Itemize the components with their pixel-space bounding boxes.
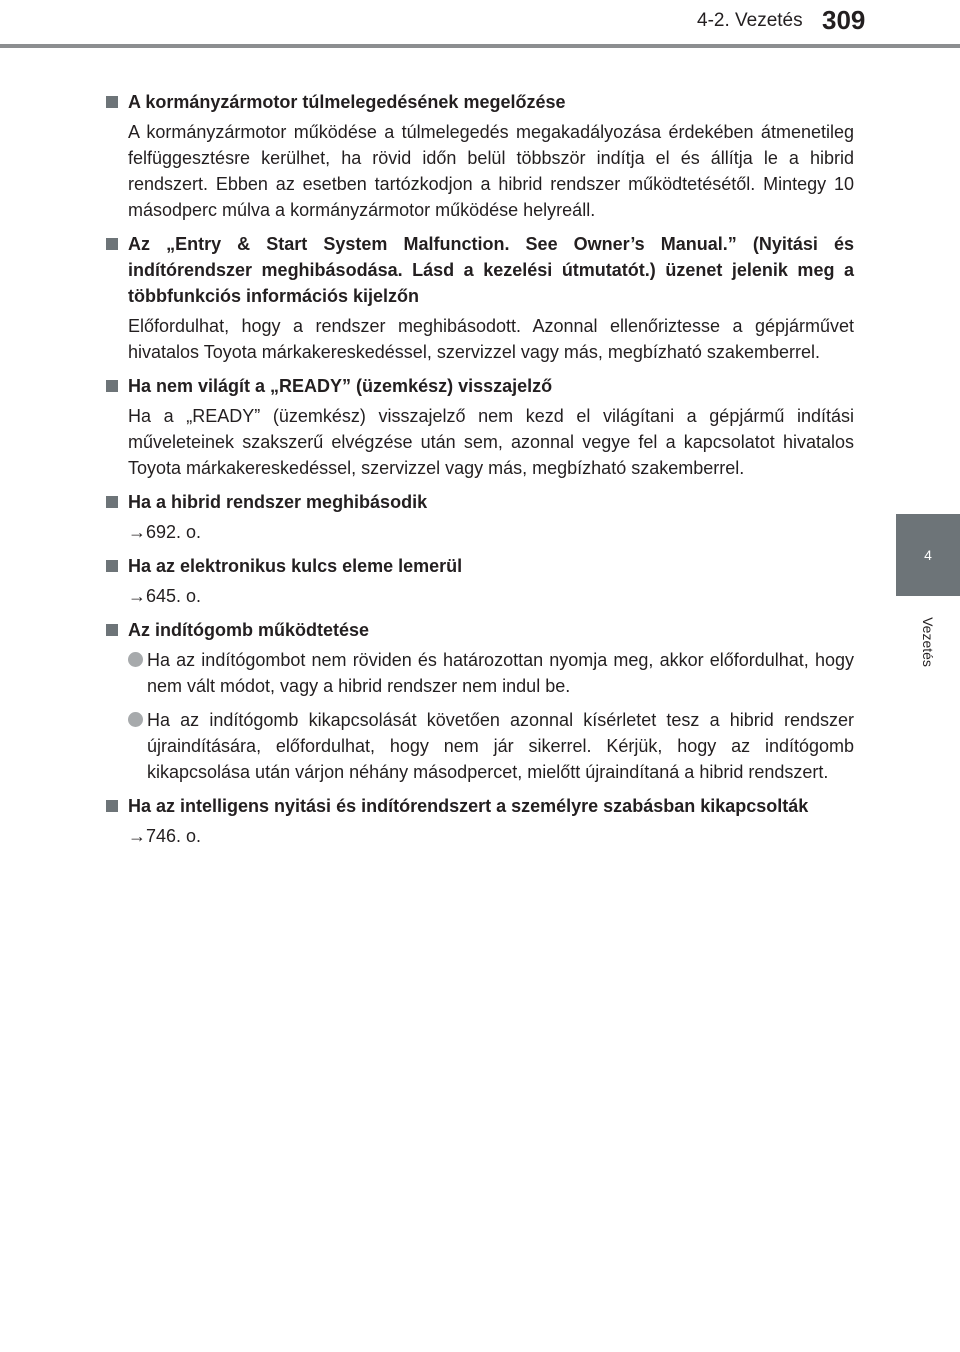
section-steering-lock [106,89,854,223]
square-bullet-icon [106,238,118,250]
section-heading: Ha az elektronikus kulcs eleme lemerül [106,553,854,579]
section-heading: Az „Entry & Start System Malfunction. See Owner’s Manual.” (Nyitási és indítórendszer meghibásodása. Lásd a kezelési útmutatót.) üzenet jelenik meg a többfunkciós információs kijelzőn [106,231,854,309]
page-number: 309 [822,5,866,35]
section-start-button [106,617,854,785]
square-bullet-icon [106,624,118,636]
section-key-battery [106,553,854,609]
page-reference-link[interactable]: →645. o. [128,586,202,606]
chapter-tab-label: Vezetés [920,617,936,667]
square-bullet-icon [106,560,118,572]
section-body: Előfordulhat, hogy a rendszer meghibásodott. Azonnal ellenőriztesse a gépjárművet hivatalos Toyota márkakereskedéssel, szervizzel vagy más, megbízható szakemberrel. [128,316,854,362]
section-body: Ha a „READY” (üzemkész) visszajelző nem kezd el világítani a gépjármű indítási műveleteinek szakszerű elvégzése után sem, azonnal vegye fel a kapcsolatot hivatalos Toyota márkakereskedéssel, szervizzel vagy más, megbízható szakemberrel. [128,406,854,478]
section-heading: Ha a hibrid rendszer meghibásodik [106,489,854,515]
square-bullet-icon [106,800,118,812]
list-item: Ha az indítógomb kikapcsolását követően azonnal kísérletet tesz a hibrid rendszer újraindítására, előfordulhat, hogy nem jár sikerrel. Kérjük, hogy az indítógomb kikapcsolása után várjon néhány másodpercet, mielőtt újraindítaná a hibrid rendszert. [106,707,854,785]
round-bullet-icon [128,712,143,727]
header-section-title: 4-2. Vezetés [697,10,803,31]
section-ready-indicator [106,373,854,481]
round-bullet-icon [128,652,143,667]
chapter-tab-number: 4 [924,547,932,563]
section-heading: A kormányzármotor túlmelegedésének megelőzése [106,89,854,115]
page-reference-link[interactable]: →746. o. [128,826,202,846]
section-heading: Ha az intelligens nyitási és indítórendszert a személyre szabásban kikapcsolták [106,793,854,819]
section-hybrid-malfunction [106,489,854,545]
section-heading: Ha nem világít a „READY” (üzemkész) visszajelző [106,373,854,399]
square-bullet-icon [106,496,118,508]
chapter-tab[interactable] [896,514,960,596]
page-content [106,89,854,857]
header-rule [0,44,960,48]
section-heading: Az indítógomb működtetése [106,617,854,643]
section-body: A kormányzármotor működése a túlmelegedés megakadályozása érdekében átmenetileg felfüggesztésre kerülhet, ha rövid időn belül többször indítja el és állítja le a hibrid rendszert. Ebben az esetben tartózkodjon a hibrid rendszer működtetésétől. Mintegy 10 másodperc múlva a kormányzármotor működése helyreáll. [128,122,854,220]
list-item: Ha az indítógombot nem röviden és határozottan nyomja meg, akkor előfordulhat, hogy nem vált módot, vagy a hibrid rendszer nem indul be. [106,647,854,699]
section-smart-entry-disabled [106,793,854,849]
square-bullet-icon [106,96,118,108]
section-entry-start-malfunction [106,231,854,365]
square-bullet-icon [106,380,118,392]
page-reference-link[interactable]: →692. o. [128,522,202,542]
